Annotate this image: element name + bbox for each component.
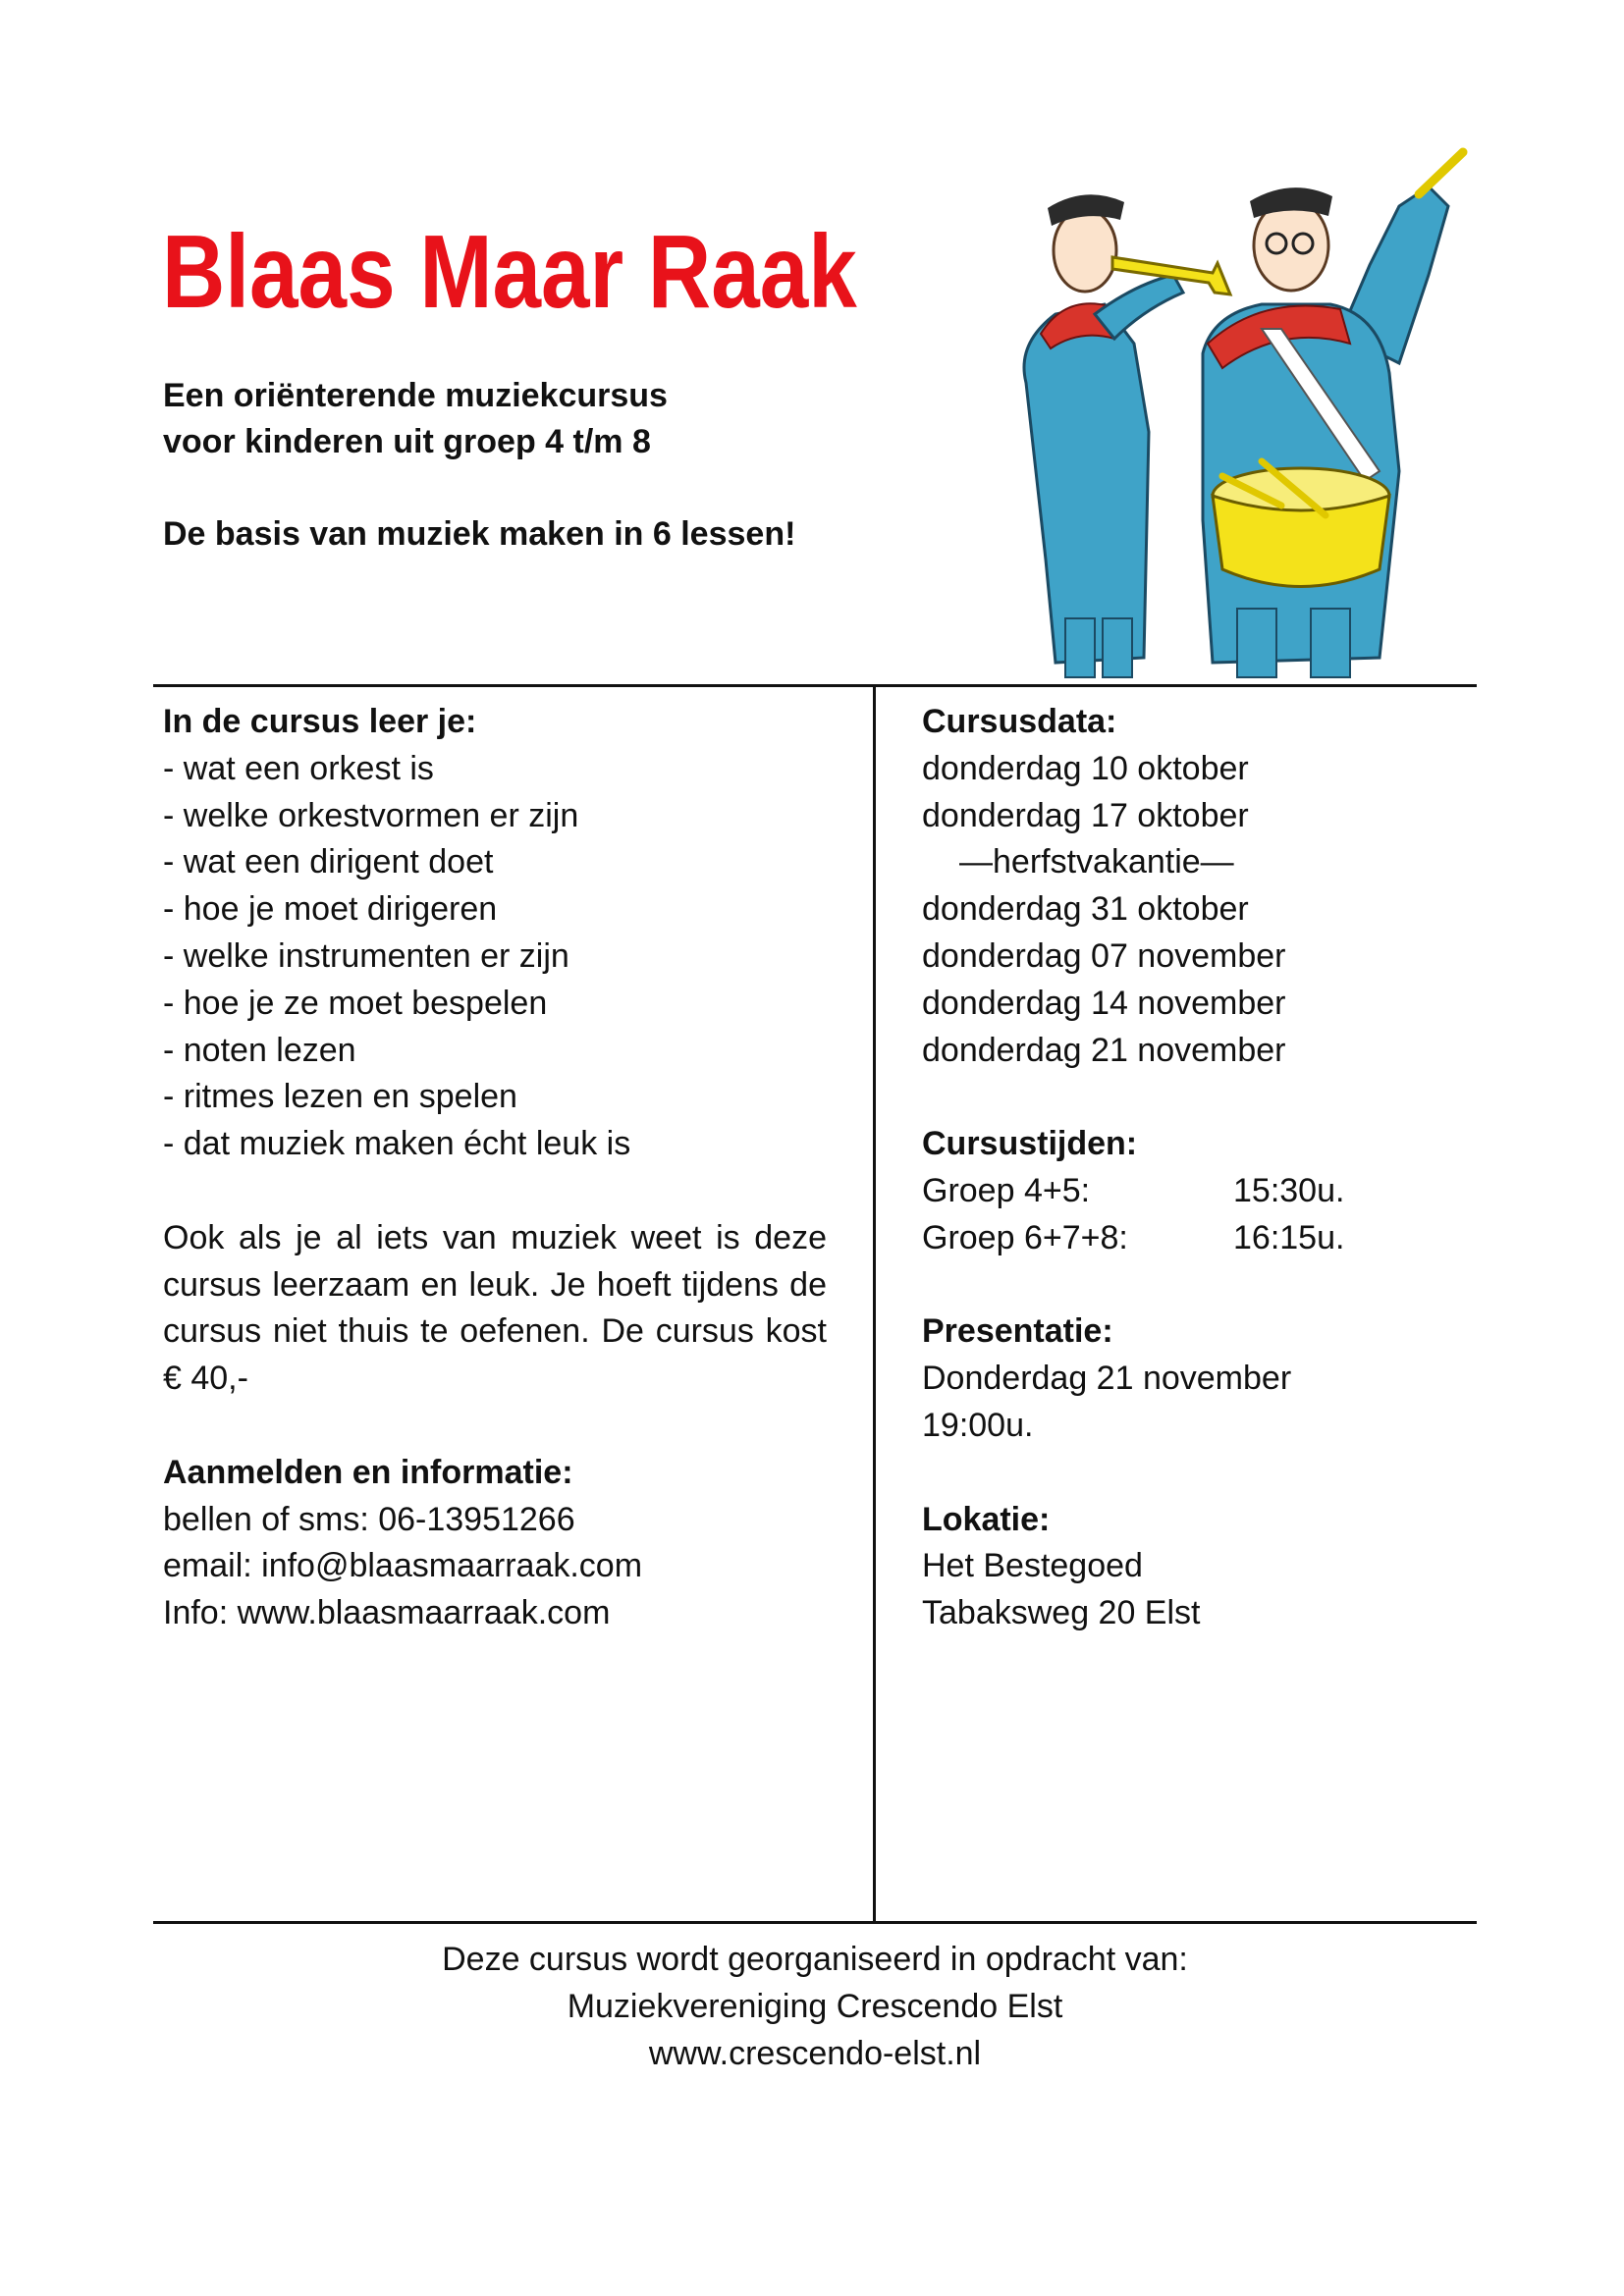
signup-website[interactable]: Info: www.blaasmaarraak.com	[163, 1594, 611, 1632]
date-item: donderdag 07 november	[922, 936, 1286, 975]
learn-item: - ritmes lezen en spelen	[163, 1078, 517, 1116]
signup-email[interactable]: email: info@blaasmaarraak.com	[163, 1547, 643, 1585]
learn-item: - dat muziek maken écht leuk is	[163, 1125, 631, 1163]
page-title: Blaas Maar Raak	[162, 214, 857, 330]
times-group: Groep 6+7+8:	[922, 1218, 1128, 1256]
signup-phone: bellen of sms: 06-13951266	[163, 1500, 575, 1538]
left-column	[163, 699, 827, 1637]
learn-item: - welke orkestvormen er zijn	[163, 796, 579, 834]
location-name: Het Bestegoed	[922, 1547, 1143, 1585]
learn-item: - hoe je moet dirigeren	[163, 890, 498, 929]
learn-item: - welke instrumenten er zijn	[163, 936, 569, 975]
intro-tagline: De basis van muziek maken in 6 lessen!	[163, 515, 796, 553]
learn-item: - wat een orkest is	[163, 749, 434, 787]
presentation-time: 19:00u.	[922, 1406, 1034, 1444]
learn-item: - wat een dirigent doet	[163, 843, 494, 881]
date-item: donderdag 17 oktober	[922, 796, 1249, 834]
learn-item: - hoe je ze moet bespelen	[163, 984, 548, 1022]
presentation-date: Donderdag 21 november	[922, 1360, 1292, 1398]
musicians-illustration	[987, 147, 1497, 682]
footer-website[interactable]: www.crescendo-elst.nl	[648, 2035, 982, 2072]
location-heading: Lokatie:	[922, 1500, 1051, 1538]
holiday-note: —herfstvakantie—	[959, 843, 1234, 881]
date-item: donderdag 14 november	[922, 984, 1286, 1022]
footer-organised-by: Deze cursus wordt georganiseerd in opdracht van:	[442, 1941, 1188, 1978]
date-item: donderdag 31 oktober	[922, 890, 1249, 929]
date-item: donderdag 10 oktober	[922, 749, 1249, 787]
times-time: 16:15u.	[1233, 1218, 1345, 1256]
presentation-heading: Presentatie:	[922, 1312, 1113, 1351]
learn-heading: In de cursus leer je:	[163, 703, 477, 740]
times-group: Groep 4+5:	[922, 1171, 1091, 1209]
dates-heading: Cursusdata:	[922, 703, 1117, 740]
trumpet-player	[1024, 194, 1230, 677]
date-item: donderdag 21 november	[922, 1031, 1286, 1069]
times-row	[922, 1215, 1472, 1262]
bottom-divider	[153, 1921, 1477, 1924]
times-time: 15:30u.	[1233, 1171, 1345, 1209]
drummer	[1203, 152, 1463, 677]
intro-line-2: voor kinderen uit groep 4 t/m 8	[163, 423, 651, 460]
course-description: Ook als je al iets van muziek weet is deze cursus leerzaam en leuk. Je hoeft tijdens de cursus niet thuis te oefenen. De cursus kost € 40,-	[163, 1218, 827, 1398]
top-divider	[153, 684, 1477, 687]
signup-heading: Aanmelden en informatie:	[163, 1453, 573, 1491]
times-row	[922, 1168, 1472, 1215]
column-divider	[873, 684, 876, 1923]
location-address: Tabaksweg 20 Elst	[922, 1594, 1201, 1632]
learn-item: - noten lezen	[163, 1031, 356, 1069]
footer-organisation: Muziekvereniging Crescendo Elst	[567, 1988, 1063, 2025]
footer	[153, 1936, 1477, 2077]
intro-line-1: Een oriënterende muziekcursus	[163, 377, 668, 414]
times-heading: Cursustijden:	[922, 1125, 1138, 1163]
right-column	[922, 699, 1472, 1637]
